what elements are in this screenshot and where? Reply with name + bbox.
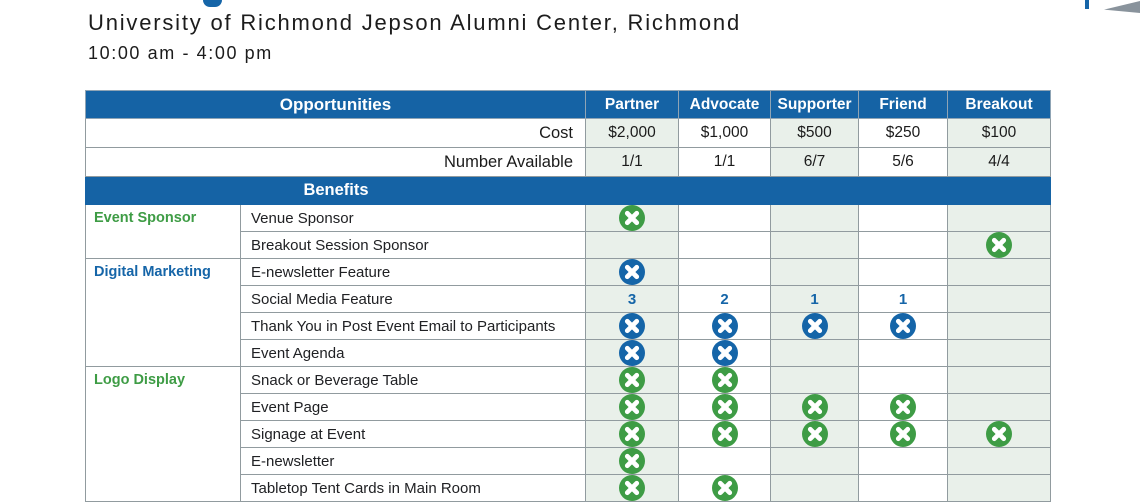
benefit-cell [948, 367, 1051, 394]
table-row [86, 205, 1051, 232]
benefit-cell: 3 [586, 286, 679, 313]
benefit-cell [948, 205, 1051, 232]
benefit-cell [859, 232, 948, 259]
benefit-cell: 1 [771, 286, 859, 313]
opportunities-header: Opportunities [86, 91, 586, 119]
cost-value: $2,000 [586, 119, 679, 148]
benefit-label: Event Agenda [241, 340, 586, 367]
cost-value: $500 [771, 119, 859, 148]
benefit-cell [586, 421, 679, 448]
benefit-cell [771, 232, 859, 259]
benefit-label: E-newsletter Feature [241, 259, 586, 286]
benefit-cell [771, 448, 859, 475]
benefit-cell [586, 205, 679, 232]
benefits-header-row [86, 177, 1051, 205]
x-mark-icon [712, 394, 738, 420]
x-mark-icon [712, 340, 738, 366]
benefit-cell [771, 340, 859, 367]
x-mark-icon [986, 421, 1012, 447]
benefit-cell [679, 259, 771, 286]
benefit-cell [859, 448, 948, 475]
number-available-label: Number Available [86, 148, 586, 177]
x-mark-icon [802, 394, 828, 420]
x-mark-icon [619, 313, 645, 339]
x-mark-icon [890, 394, 916, 420]
benefit-cell [771, 394, 859, 421]
x-mark-icon [712, 313, 738, 339]
benefit-cell [859, 394, 948, 421]
x-mark-icon [619, 448, 645, 474]
benefit-cell [771, 421, 859, 448]
number-available-value: 5/6 [859, 148, 948, 177]
x-mark-icon [890, 421, 916, 447]
number-available-value: 1/1 [586, 148, 679, 177]
tier-header-friend: Friend [859, 91, 948, 119]
benefit-cell [948, 421, 1051, 448]
benefit-cell [586, 367, 679, 394]
x-mark-icon [619, 259, 645, 285]
cost-row [86, 119, 1051, 148]
benefit-cell [948, 286, 1051, 313]
x-mark-icon [619, 205, 645, 231]
benefit-cell [679, 367, 771, 394]
table-row [86, 367, 1051, 394]
x-mark-icon [619, 475, 645, 501]
x-mark-icon [619, 367, 645, 393]
benefit-label: Thank You in Post Event Email to Participants [241, 313, 586, 340]
benefit-cell [948, 475, 1051, 502]
benefit-label: E-newsletter [241, 448, 586, 475]
x-mark-icon [712, 367, 738, 393]
cost-value: $1,000 [679, 119, 771, 148]
benefit-label: Social Media Feature [241, 286, 586, 313]
benefit-cell [586, 475, 679, 502]
group-label-digital-marketing: Digital Marketing [86, 259, 241, 367]
benefit-cell [859, 313, 948, 340]
cutoff-glyph-fragment [203, 0, 222, 7]
tier-header-advocate: Advocate [679, 91, 771, 119]
benefit-cell [586, 394, 679, 421]
x-mark-icon [802, 313, 828, 339]
benefit-cell [771, 475, 859, 502]
benefit-cell [948, 340, 1051, 367]
number-available-value: 1/1 [679, 148, 771, 177]
benefit-label: Breakout Session Sponsor [241, 232, 586, 259]
x-mark-icon [802, 421, 828, 447]
number-available-value: 4/4 [948, 148, 1051, 177]
number-available-row [86, 148, 1051, 177]
x-mark-icon [712, 421, 738, 447]
tier-header-supporter: Supporter [771, 91, 859, 119]
benefit-label: Venue Sponsor [241, 205, 586, 232]
benefit-cell [859, 205, 948, 232]
x-mark-icon [712, 475, 738, 501]
benefit-cell [679, 313, 771, 340]
benefit-cell [859, 340, 948, 367]
benefit-cell [586, 448, 679, 475]
benefit-cell [679, 421, 771, 448]
benefits-header: Benefits [303, 181, 369, 199]
benefit-cell [948, 259, 1051, 286]
benefit-cell: 1 [859, 286, 948, 313]
benefit-cell [771, 313, 859, 340]
title-block [88, 9, 741, 65]
table-row [86, 259, 1051, 286]
event-location-title: University of Richmond Jepson Alumni Center, Richmond [88, 10, 741, 35]
benefit-cell [948, 313, 1051, 340]
x-mark-icon [619, 421, 645, 447]
benefit-cell [771, 205, 859, 232]
benefit-cell [586, 232, 679, 259]
benefit-cell [859, 367, 948, 394]
benefit-cell [948, 232, 1051, 259]
benefit-cell [586, 259, 679, 286]
benefit-cell [586, 313, 679, 340]
tier-header-partner: Partner [586, 91, 679, 119]
benefit-label: Snack or Beverage Table [241, 367, 586, 394]
cost-value: $100 [948, 119, 1051, 148]
benefit-cell [679, 232, 771, 259]
sponsorship-table [85, 90, 1051, 502]
benefit-cell [679, 394, 771, 421]
cutoff-bar-fragment [1085, 0, 1089, 9]
benefit-cell [679, 475, 771, 502]
benefit-label: Signage at Event [241, 421, 586, 448]
benefit-cell [859, 259, 948, 286]
group-label-event-sponsor: Event Sponsor [86, 205, 241, 259]
logo-wedge-fragment [1104, 1, 1140, 13]
sponsorship-table-container [85, 90, 1051, 502]
benefit-cell [679, 205, 771, 232]
x-mark-icon [986, 232, 1012, 258]
cost-value: $250 [859, 119, 948, 148]
tier-header-breakout: Breakout [948, 91, 1051, 119]
event-time: 10:00 am - 4:00 pm [88, 43, 273, 63]
benefit-label: Tabletop Tent Cards in Main Room [241, 475, 586, 502]
benefit-cell [948, 394, 1051, 421]
benefit-label: Event Page [241, 394, 586, 421]
benefit-cell [859, 475, 948, 502]
benefit-cell [771, 367, 859, 394]
benefit-cell [679, 340, 771, 367]
group-label-logo-display: Logo Display [86, 367, 241, 502]
table-header-row [86, 91, 1051, 119]
cost-label: Cost [86, 119, 586, 148]
benefit-cell: 2 [679, 286, 771, 313]
benefit-cell [771, 259, 859, 286]
benefit-cell [948, 448, 1051, 475]
benefit-cell [859, 421, 948, 448]
x-mark-icon [619, 340, 645, 366]
x-mark-icon [890, 313, 916, 339]
x-mark-icon [619, 394, 645, 420]
number-available-value: 6/7 [771, 148, 859, 177]
benefit-cell [679, 448, 771, 475]
benefit-cell [586, 340, 679, 367]
